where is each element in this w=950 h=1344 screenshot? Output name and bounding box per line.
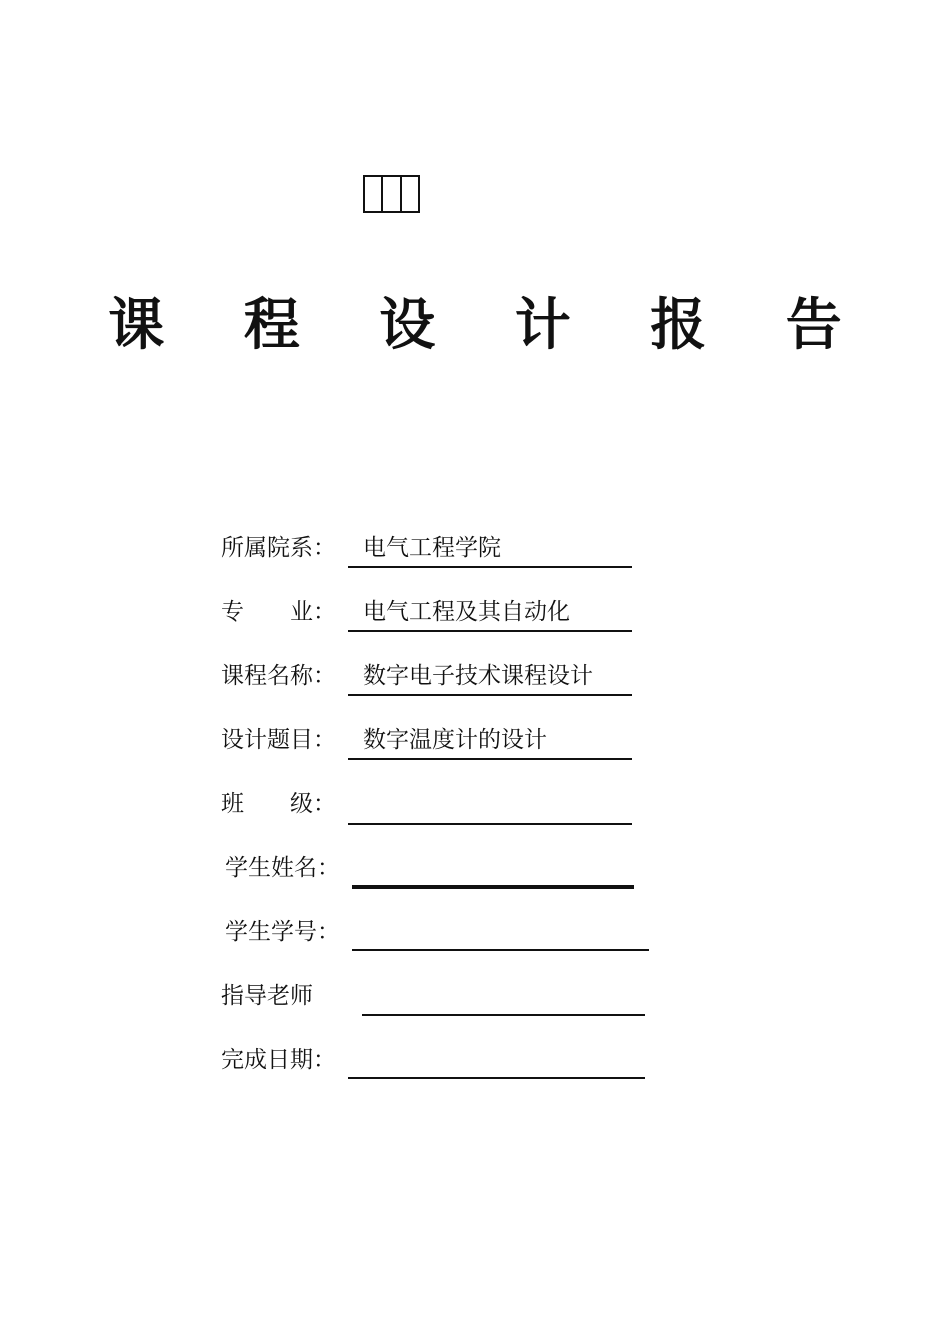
field-underline: [352, 949, 649, 951]
field-underline: [362, 1014, 645, 1016]
field-label: 学生学号：: [225, 919, 340, 945]
field-underline: [348, 694, 632, 696]
field-value: 数字温度计的设计: [363, 727, 547, 753]
field-underline: [348, 758, 632, 760]
field-label: 专 业：: [221, 599, 336, 625]
field-underline: [348, 566, 632, 568]
field-underline: [348, 630, 632, 632]
field-label: 设计题目：: [221, 727, 336, 753]
emblem-cell: [363, 175, 381, 213]
field-underline: [352, 885, 634, 889]
field-label: 所属院系：: [221, 535, 336, 561]
field-value: 数字电子技术课程设计: [363, 663, 593, 689]
field-label: 学生姓名：: [225, 855, 340, 881]
field-label: 完成日期：: [221, 1047, 336, 1073]
emblem-cell: [400, 175, 420, 213]
field-value: 电气工程学院: [363, 535, 501, 561]
field-value: 电气工程及其自动化: [363, 599, 570, 625]
field-label: 课程名称：: [221, 663, 336, 689]
page-title: 课 程 设 计 报 告: [108, 292, 872, 358]
field-label: 班 级：: [221, 791, 336, 817]
emblem-cell: [381, 175, 399, 213]
field-label: 指导老师: [221, 983, 313, 1009]
field-underline: [348, 823, 632, 825]
seal-emblem-icon: [363, 175, 420, 213]
field-underline: [348, 1077, 645, 1079]
